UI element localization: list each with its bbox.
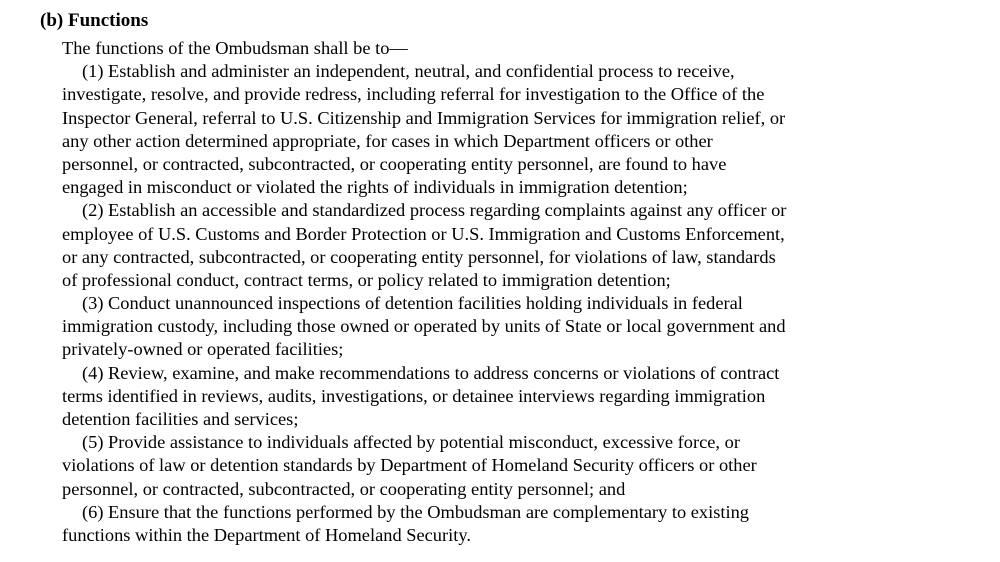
item-3-line-2: immigration custody, including those owned or operated by units of State or local government and (62, 316, 786, 337)
item-3 (62, 292, 992, 362)
section-heading: (b) Functions (40, 10, 149, 31)
item-1-line-4: any other action determined appropriate, for cases in which Department officers or other (62, 130, 713, 151)
item-2-line-2: employee of U.S. Customs and Border Protection or U.S. Immigration and Customs Enforcement, (62, 223, 785, 244)
item-3-line-1: (3) Conduct unannounced inspections of detention facilities holding individuals in federal (82, 293, 743, 314)
item-1-line-6: engaged in misconduct or violated the rights of individuals in immigration detention; (62, 177, 688, 198)
item-1 (62, 60, 992, 199)
item-1-line-5: personnel, or contracted, subcontracted, or cooperating entity personnel, are found to have (62, 153, 727, 174)
item-1-line-3: Inspector General, referral to U.S. Citizenship and Immigration Services for immigration relief, or (62, 107, 786, 128)
intro-line: The functions of the Ombudsman shall be to— (62, 38, 408, 58)
item-2 (62, 199, 992, 292)
item-4-line-1: (4) Review, examine, and make recommendations to address concerns or violations of contract (82, 362, 780, 383)
item-6-line-2: functions within the Department of Homeland Security. (62, 524, 471, 545)
item-1-line-1: (1) Establish and administer an independent, neutral, and confidential process to receive, (82, 61, 735, 82)
item-2-line-1: (2) Establish an accessible and standardized process regarding complaints against any officer or (82, 200, 787, 221)
item-1-line-2: investigate, resolve, and provide redress, including referral for investigation to the Office of the (62, 84, 765, 105)
item-4 (62, 362, 992, 432)
item-4-line-3: detention facilities and services; (62, 409, 299, 429)
item-6-line-1: (6) Ensure that the functions performed by the Ombudsman are complementary to existing (82, 501, 749, 522)
item-5-line-1: (5) Provide assistance to individuals affected by potential misconduct, excessive force, or (82, 432, 740, 453)
item-5-line-3: personnel, or contracted, subcontracted, or cooperating entity personnel; and (62, 478, 626, 499)
item-3-line-3: privately-owned or operated facilities; (62, 339, 344, 360)
item-6 (62, 501, 992, 547)
item-2-line-4: of professional conduct, contract terms, or policy related to immigration detention; (62, 269, 671, 290)
item-2-line-3: or any contracted, subcontracted, or cooperating entity personnel, for violations of law, standards (62, 246, 776, 267)
item-5 (62, 431, 992, 501)
section-body (62, 37, 992, 547)
item-4-line-2: terms identified in reviews, audits, investigations, or detainee interviews regarding immigration (62, 385, 766, 406)
item-5-line-2: violations of law or detention standards by Department of Homeland Security officers or other (62, 455, 757, 476)
